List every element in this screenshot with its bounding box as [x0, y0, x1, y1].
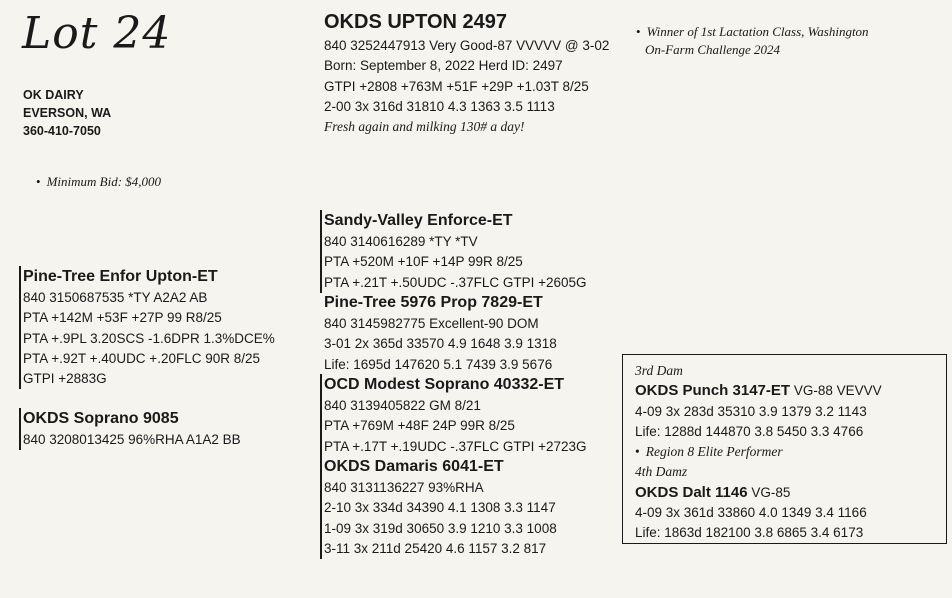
dam-dam-line-1: 840 3131136227 93%RHA	[324, 480, 484, 495]
main-animal-name: OKDS UPTON 2497	[324, 11, 508, 33]
dam-dam-name: OKDS Damaris 6041-ET	[324, 458, 504, 475]
owner-name: OK DAIRY	[23, 88, 84, 102]
third-dam-score: VG-88 VEVVV	[793, 383, 882, 399]
fourth-dam-line-1: 4-09 3x 361d 33860 4.0 1349 3.4 1166	[635, 505, 867, 521]
sire-dam-line-1: 840 3145982775 Excellent-90 DOM	[324, 316, 539, 331]
award-line-1: Winner of 1st Lactation Class, Washington	[646, 24, 869, 39]
sire-dam-line-3: Life: 1695d 147620 5.1 7439 3.9 5676	[324, 356, 553, 372]
owner-info	[23, 86, 111, 140]
sire-line-4: PTA +.92T +.40UDC +.20FLC 90R 8/25	[23, 350, 261, 366]
sire-block	[19, 266, 275, 389]
sire-sire-name: Sandy-Valley Enforce-ET	[324, 212, 513, 229]
sire-name: Pine-Tree Enfor Upton-ET	[23, 268, 218, 285]
dam-sire-name: OCD Modest Soprano 40332-ET	[324, 376, 565, 393]
minimum-bid	[36, 174, 161, 190]
fourth-dam-name: OKDS Dalt 1146	[635, 483, 748, 501]
minimum-bid-text: Minimum Bid: $4,000	[46, 174, 162, 189]
fourth-dam-score: VG-85	[751, 484, 791, 500]
sire-sire-block	[320, 210, 587, 293]
third-dam-note-text: Region 8 Elite Performer	[645, 444, 783, 460]
main-animal	[324, 10, 609, 137]
dam-dam-line-2: 2-10 3x 334d 34390 4.1 1308 3.3 1147	[324, 500, 556, 516]
dam-name: OKDS Soprano 9085	[23, 410, 179, 427]
dam-sire-block	[320, 374, 587, 457]
sire-dam-line-2: 3-01 2x 365d 33570 4.9 1648 3.9 1318	[324, 336, 557, 352]
main-line-5: Fresh again and milking 130# a day!	[324, 119, 525, 135]
sire-sire-line-2: PTA +520M +10F +14P 99R 8/25	[324, 254, 523, 270]
third-dam-line-1: 4-09 3x 283d 35310 3.9 1379 3.2 1143	[635, 403, 867, 419]
sire-dam-block	[324, 292, 557, 375]
dam-dam-block	[320, 456, 557, 559]
dam-block	[19, 408, 241, 450]
dam-dam-line-4: 3-11 3x 211d 25420 4.6 1157 3.2 817	[324, 540, 547, 556]
dam-dam-line-3: 1-09 3x 319d 30650 3.9 1210 3.3 1008	[324, 520, 557, 536]
owner-location: EVERSON, WA	[23, 106, 112, 120]
award-note	[636, 23, 869, 59]
owner-phone: 360-410-7050	[23, 124, 101, 138]
third-dam-note	[635, 442, 882, 462]
sire-line-3: PTA +.9PL 3.20SCS -1.6DPR 1.3%DCE%	[23, 330, 275, 346]
fourth-dam-line-2: Life: 1863d 182100 3.8 6865 3.4 6173	[635, 525, 864, 541]
sire-sire-line-1: 840 3140616289 *TY *TV	[324, 234, 478, 249]
main-line-4: 2-00 3x 316d 31810 4.3 1363 3.5 1113	[324, 98, 555, 114]
sire-dam-name: Pine-Tree 5976 Prop 7829-ET	[324, 294, 543, 311]
dam-line-1: 840 3208013425 96%RHA A1A2 BB	[23, 432, 241, 447]
main-line-1: 840 3252447913 Very Good-87 VVVVV @ 3-02	[324, 38, 610, 53]
sire-sire-line-3: PTA +.21T +.50UDC -.37FLC GTPI +2605G	[324, 274, 587, 290]
dam-sire-line-1: 840 3139405822 GM 8/21	[324, 398, 481, 413]
main-line-3: GTPI +2808 +763M +51F +29P +1.03T 8/25	[324, 78, 589, 94]
main-line-2: Born: September 8, 2022 Herd ID: 2497	[324, 58, 563, 74]
third-dam-name: OKDS Punch 3147-ET	[635, 382, 791, 400]
fourth-dam-label: 4th Damz	[635, 464, 688, 480]
sire-line-2: PTA +142M +53F +27P 99 R8/25	[23, 310, 222, 326]
lot-title: Lot 24	[22, 8, 172, 59]
dam-sire-line-3: PTA +.17T +.19UDC -.37FLC GTPI +2723G	[324, 438, 587, 454]
third-dam-line-2: Life: 1288d 144870 3.8 5450 3.3 4766	[635, 423, 864, 439]
sire-line-1: 840 3150687535 *TY A2A2 AB	[23, 290, 208, 305]
third-dam-label: 3rd Dam	[635, 363, 683, 378]
award-line-2: On-Farm Challenge 2024	[645, 42, 781, 57]
dam-sire-line-2: PTA +769M +48F 24P 99R 8/25	[324, 418, 515, 434]
third-dam-block	[635, 361, 882, 544]
sire-line-5: GTPI +2883G	[23, 371, 107, 387]
